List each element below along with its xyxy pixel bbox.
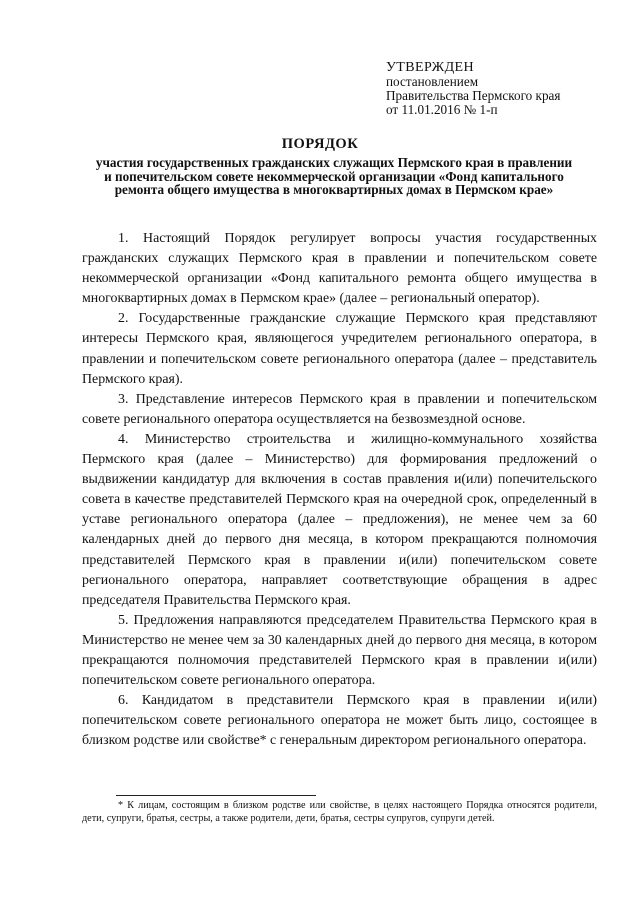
paragraph-2: 2. Государственные гражданские служащие Пермского края представляют интересы Пермского края, являющегося учредителем регионального оператора, в правлении и попечительском совете регионального оператора (далее – представитель Пермского края).	[82, 311, 597, 387]
paragraph-3: 3. Представление интересов Пермского края в правлении и попечительском совете регионального оператора осуществляется на безвозмездной основе.	[82, 391, 597, 427]
footnote	[82, 799, 597, 825]
document-subtitle: участия государственных гражданских служащих Пермского края в правлении и попечительском совете некоммерческой организации «Фонд капитального ремонта общего имущества в многоквартирных домах в Пермском крае»	[95, 155, 573, 197]
approval-block	[386, 60, 626, 117]
document-body	[82, 229, 597, 751]
approval-line-1: постановлением	[386, 74, 479, 89]
paragraph-4: 4. Министерство строительства и жилищно-коммунального хозяйства Пермского края (далее – Министерство) для формирования предложений о выдвижении кандидатур для включения в состав правления и(или) попечительского совета в качестве представителей Пермского края на очередной срок, определенный в уставе регионального оператора (далее – предложения), не менее чем за 60 календарных дней до первого дня месяца, в котором прекращаются полномочия представителей Пермского края в правлении и(или) попечительском совете регионального оператора, направляет соответствующие обращения в адрес председателя Правительства Пермского края.	[82, 431, 597, 608]
approval-line-2: Правительства Пермского края	[386, 88, 561, 103]
approval-line-3: от 11.01.2016 № 1-п	[386, 102, 498, 117]
paragraph-6: 6. Кандидатом в представители Пермского края в правлении и(или) попечительском совете регионального оператора не может быть лицо, состоящее в близком родстве или свойстве* с генеральным директором регионального оператора.	[82, 693, 597, 749]
approval-heading: УТВЕРЖДЕН	[386, 60, 475, 75]
footnote-separator	[116, 795, 316, 796]
paragraph-1: 1. Настоящий Порядок регулирует вопросы участия государственных гражданских служащих Пермского края в правлении и попечительском совете некоммерческой организации «Фонд капитального ремонта общего имущества в многоквартирных домах в Пермском крае» (далее – региональный оператор).	[82, 231, 597, 307]
paragraph-5: 5. Предложения направляются председателем Правительства Пермского края в Министерство не менее чем за 30 календарных дней до первого дня месяца, в котором прекращаются полномочия представителей Пермского края в правлении и(или) попечительском совете регионального оператора.	[82, 612, 597, 689]
document-title: ПОРЯДОК	[281, 136, 359, 152]
footnote-text: * К лицам, состоящим в близком родстве или свойстве, в целях настоящего Порядка относятся родители, дети, супруги, братья, сестры, а также родители, дети, братья, сестры супругов, супруги детей.	[82, 800, 597, 824]
